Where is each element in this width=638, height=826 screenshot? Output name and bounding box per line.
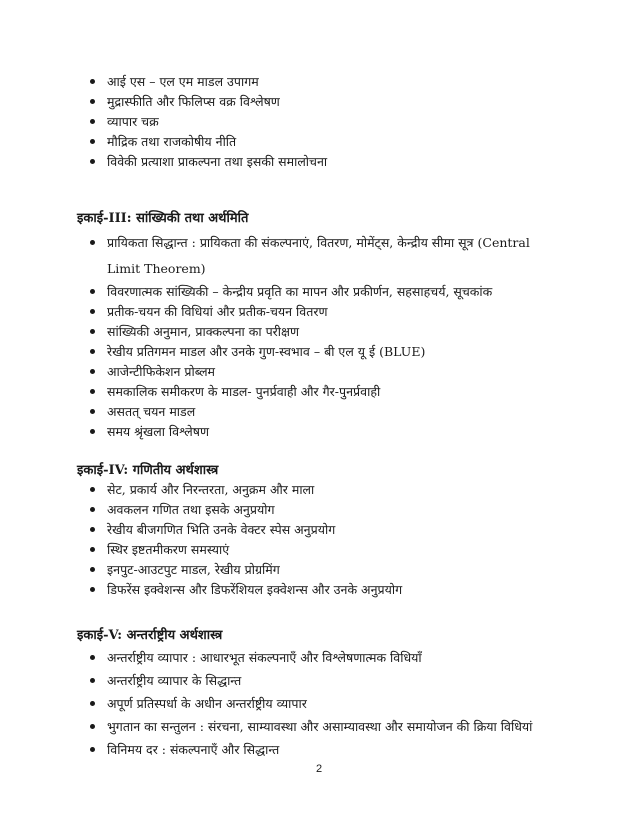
list-item: इनपुट-आउटपुट माडल, रेखीय प्रोग्रमिंग [85,560,402,580]
bullet-icon [90,309,95,314]
list-item: रेखीय बीजगणित भिति उनके वेक्टर स्पेस अनुप्रयोग [85,520,402,540]
bullet-icon [90,389,95,394]
bullet-icon [90,349,95,354]
bullet-icon [90,79,95,84]
bullet-icon [90,701,95,706]
list-item: भुगतान का सन्तुलन : संरचना, साम्यावस्था और असाम्यावस्था और समायोजन की क्रिया विधियां [85,715,532,738]
list-item: डिफरेंस इक्वेशन्स और डिफरेंशियल इक्वेशन्स और उनके अनुप्रयोग [85,580,402,600]
list-item: विवरणात्मक सांख्यिकी – केन्द्रीय प्रवृति का मापन और प्रकीर्णन, सहसाहचर्य, सूचकांक [85,282,547,302]
unit-5-heading: इकाई-V: अन्तर्राष्ट्रीय अर्थशास्त्र [77,628,223,643]
bullet-icon [90,409,95,414]
list-item: समकालिक समीकरण के माडल- पुनर्प्रवाही और गैर-पुनर्प्रवाही [85,382,547,402]
list-item: असतत् चयन माडल [85,402,547,422]
bullet-icon [90,547,95,552]
bullet-icon [90,289,95,294]
list-item: विनिमय दर : संकल्पनाएँ और सिद्धान्त [85,738,532,761]
bullet-icon [90,724,95,729]
list-item: अपूर्ण प्रतिस्पर्धा के अधीन अन्तर्राष्ट्रीय व्यापार [85,692,532,715]
bullet-icon [90,119,95,124]
bullet-icon [90,329,95,334]
unit-4-list [85,480,402,600]
bullet-icon [90,99,95,104]
bullet-icon [90,678,95,683]
list-item: आई एस – एल एम माडल उपागम [85,72,327,92]
bullet-icon [90,429,95,434]
list-item: समय श्रृंखला विश्लेषण [85,422,547,442]
list-item: मुद्रास्फीति और फिलिप्स वक्र विश्लेषण [85,92,327,112]
list-item: व्यापार चक्र [85,112,327,132]
bullet-icon [90,747,95,752]
bullet-list-top [85,72,327,172]
list-item: सांख्यिकी अनुमान, प्राक्कल्पना का परीक्षण [85,322,547,342]
list-item: अवकलन गणित तथा इसके अनुप्रयोग [85,500,402,520]
bullet-icon [90,159,95,164]
list-item: अन्तर्राष्ट्रीय व्यापार के सिद्धान्त [85,669,532,692]
bullet-icon [90,487,95,492]
bullet-icon [90,369,95,374]
list-item: आजेन्टीफिकेशन प्रोब्लम [85,362,547,382]
bullet-icon [90,240,95,245]
bullet-icon [90,527,95,532]
page-number: 2 [315,763,323,775]
bullet-icon [90,507,95,512]
bullet-icon [90,567,95,572]
list-item: सेट, प्रकार्य और निरन्तरता, अनुक्रम और माला [85,480,402,500]
unit-5-list [85,646,532,761]
unit-4-heading: इकाई-IV: गणितीय अर्थशास्त्र [77,463,219,478]
list-item: अन्तर्राष्ट्रीय व्यापार : आधारभूत संकल्पनाएँ और विश्लेषणात्मक विधियाँ [85,646,532,669]
list-item: स्थिर इष्टतमीकरण समस्याएं [85,540,402,560]
unit-3-heading: इकाई-III: सांख्यिकी तथा अर्थमिति [77,211,249,226]
list-item: विवेकी प्रत्याशा प्राकल्पना तथा इसकी समालोचना [85,152,327,172]
bullet-icon [90,587,95,592]
unit-3-list [85,230,547,442]
list-item: प्रायिकता सिद्धान्त : प्रायिकता की संकल्पनाएं, वितरण, मोमेंट्स, केन्द्रीय सीमा सूत्र (Central Limit Theorem) [85,230,547,282]
list-item: रेखीय प्रतिगमन माडल और उनके गुण-स्वभाव – बी एल यू ई (BLUE) [85,342,547,362]
bullet-icon [90,655,95,660]
list-item: प्रतीक-चयन की विधियां और प्रतीक-चयन वितरण [85,302,547,322]
bullet-icon [90,139,95,144]
list-item: मौद्रिक तथा राजकोषीय नीति [85,132,327,152]
